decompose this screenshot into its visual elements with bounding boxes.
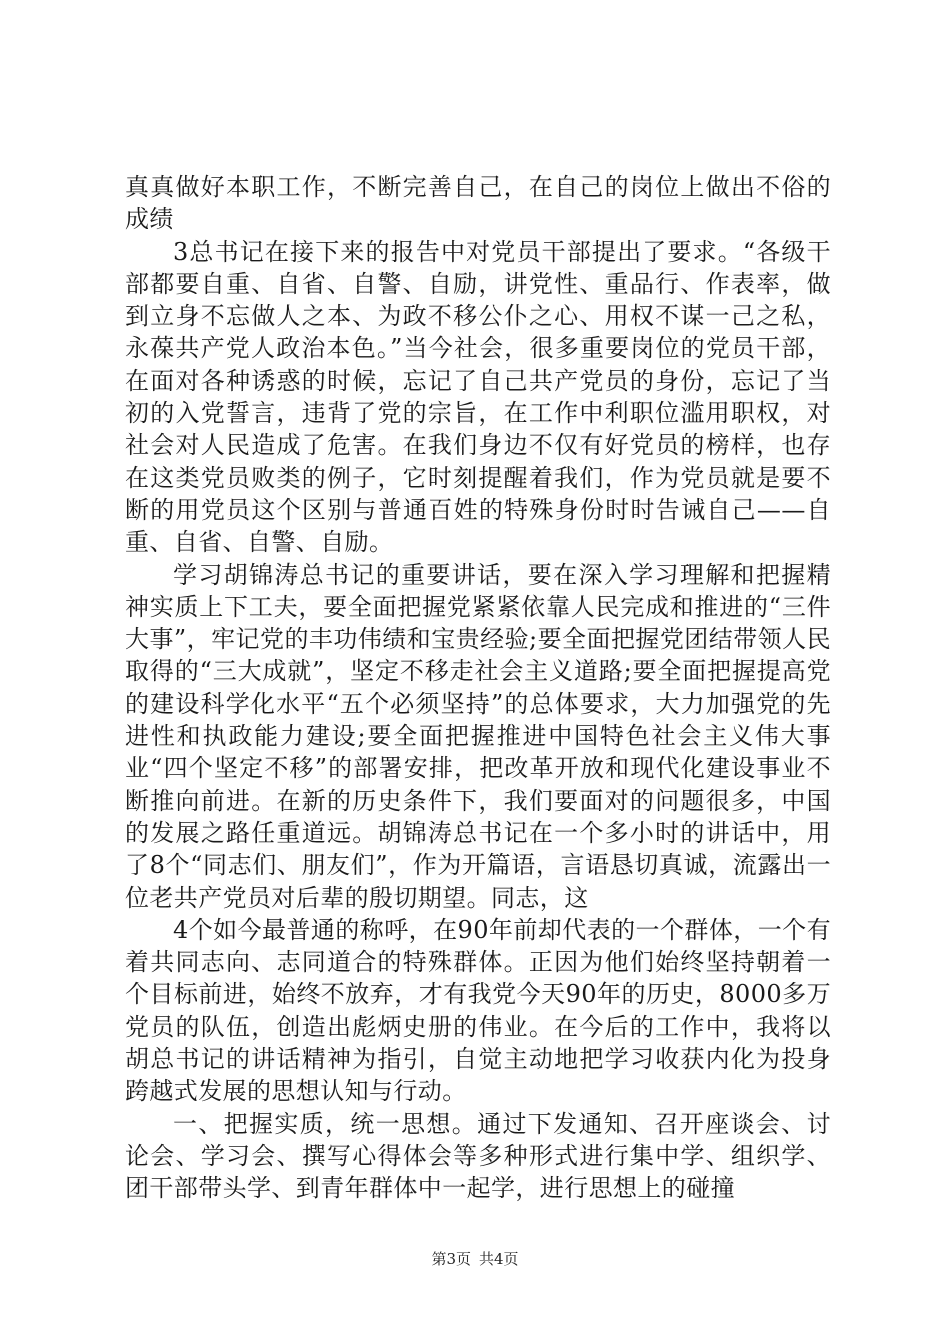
page-total: 共4页 xyxy=(479,1250,519,1268)
paragraph-1: 真真做好本职工作，不断完善自己，在自己的岗位上做出不俗的成绩 xyxy=(125,173,831,234)
paragraph-5: 一、把握实质，统一思想。通过下发通知、召开座谈会、讨论会、学习会、撰写心得体会等多种形式进行集中学、组织学、团干部带头学、到青年群体中一起学，进行思想上的碰撞 xyxy=(125,1109,831,1203)
paragraph-3: 学习胡锦涛总书记的重要讲话，要在深入学习理解和把握精神实质上下工夫，要全面把握党紧紧依靠人民完成和推进的“三件大事”，牢记党的丰功伟绩和宝贵经验;要全面把握党团结带领人民取得的“三大成就”，坚定不移走社会主义道路;要全面把握提高党的建设科学化水平“五个必须坚持”的总体要求，大力加强党的先进性和执政能力建设;要全面把握推进中国特色社会主义伟大事业“四个坚定不移”的部署安排，把改革开放和现代化建设事业不断推向前进。在新的历史条件下，我们要面对的问题很多，中国的发展之路任重道远。胡锦涛总书记在一个多小时的讲话中，用了8个“同志们、朋友们”，作为开篇语，言语恳切真诚，流露出一位老共产党员对后辈的殷切期望。同志，这 xyxy=(125,560,831,912)
paragraph-4: 4个如今最普通的称呼，在90年前却代表的一个群体，一个有着共同志向、志同道合的特殊群体。正因为他们始终坚持朝着一个目标前进，始终不放弃，才有我党今天90年的历史，8000多万党员的队伍，创造出彪炳史册的伟业。在今后的工作中，我将以胡总书记的讲话精神为指引，自觉主动地把学习收获内化为投身跨越式发展的思想认知与行动。 xyxy=(125,915,831,1106)
document-body xyxy=(125,171,831,1205)
paragraph-2: 3总书记在接下来的报告中对党员干部提出了要求。“各级干部都要自重、自省、自警、自励，讲党性、重品行、作表率，做到立身不忘做人之本、为政不移公仆之心、用权不谋一己之私，永葆共产党人政治本色。”当今社会，很多重要岗位的党员干部，在面对各种诱惑的时候，忘记了自己共产党员的身份，忘记了当初的入党誓言，违背了党的宗旨，在工作中利职位滥用职权，对社会对人民造成了危害。在我们身边不仅有好党员的榜样，也存在这类党员败类的例子，它时刻提醒着我们，作为党员就是要不断的用党员这个区别与普通百姓的特殊身份时时告诫自己——自重、自省、自警、自励。 xyxy=(125,237,831,557)
page-footer xyxy=(0,1249,950,1269)
page-number: 第3页 xyxy=(431,1250,471,1268)
